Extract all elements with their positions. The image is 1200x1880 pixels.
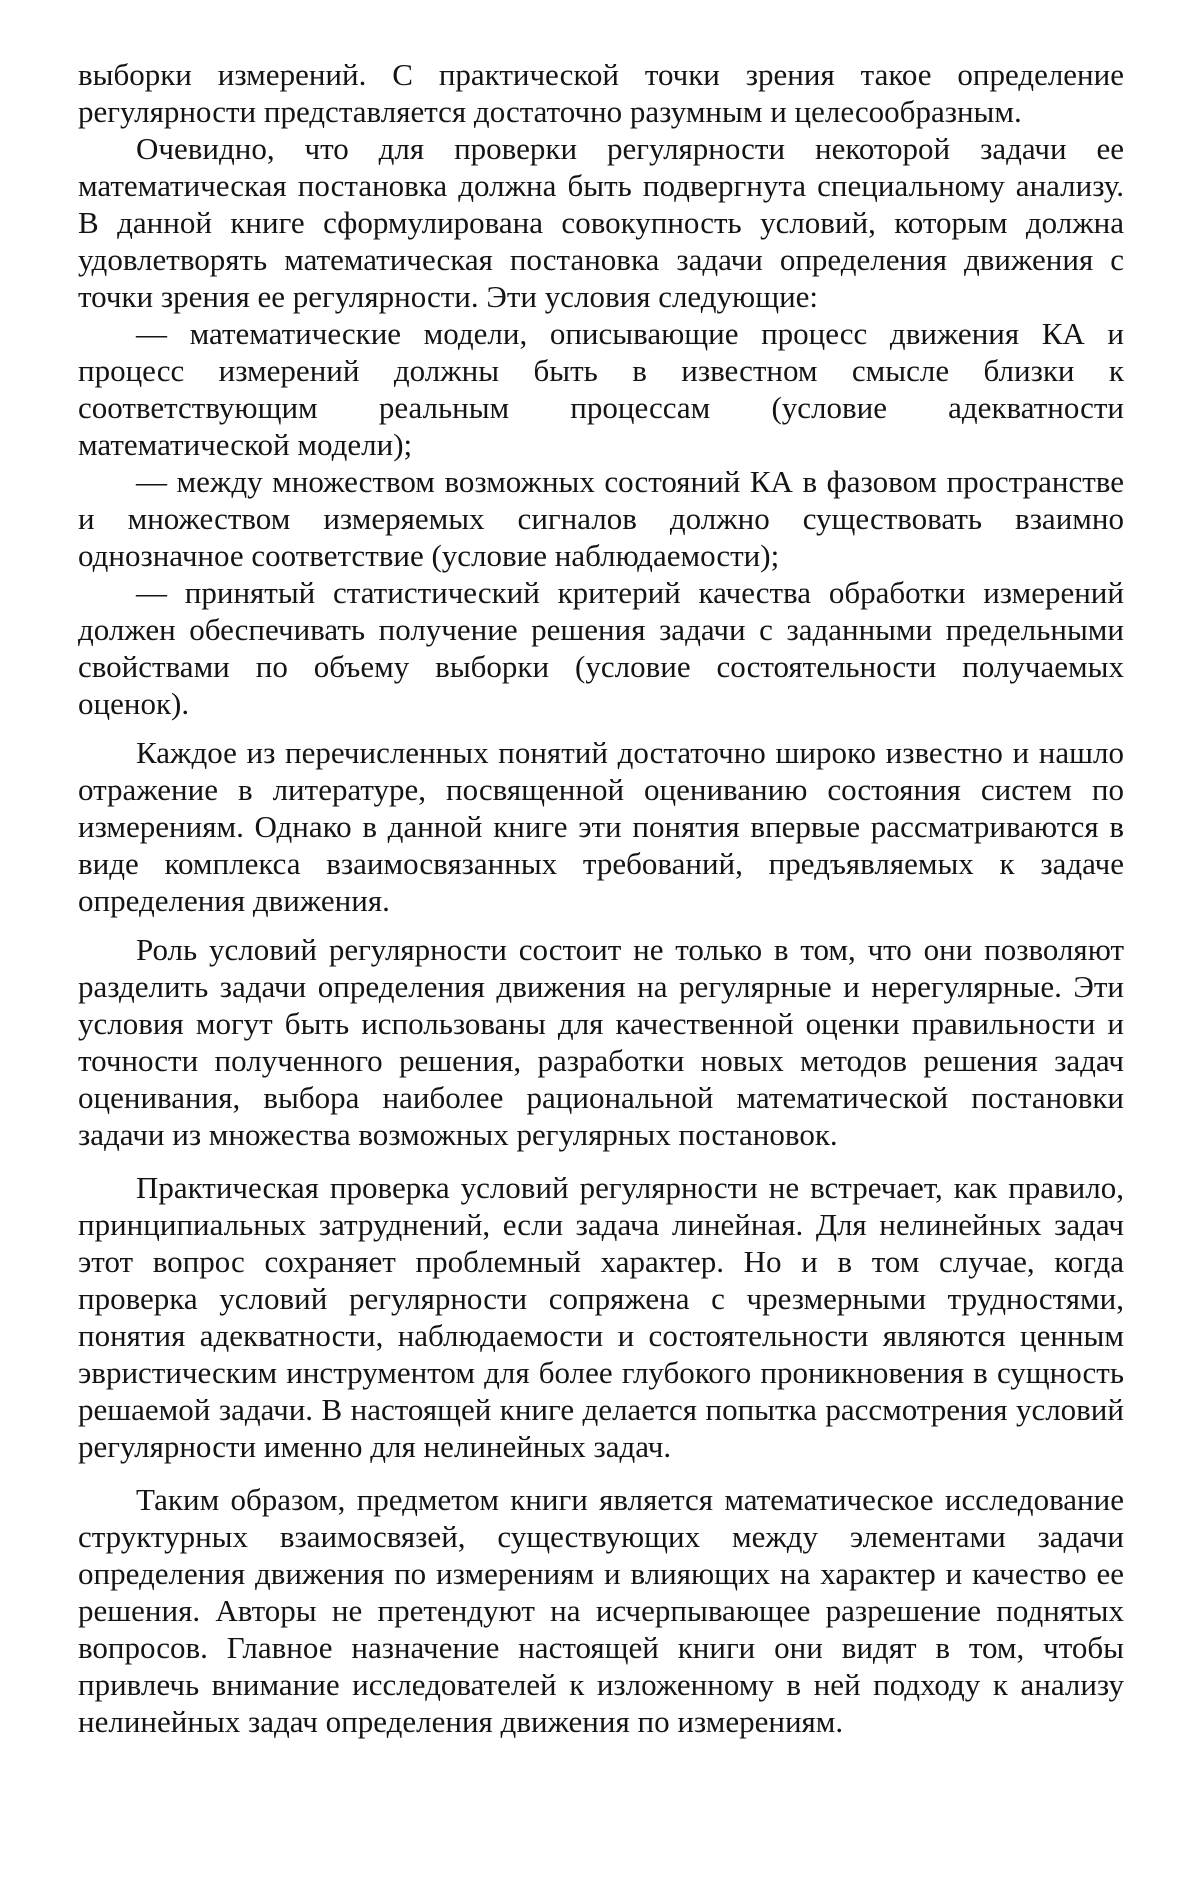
- list-item-consistency: — принятый статистический критерий качества обработки измерений должен обеспечивать получение решения задачи с заданными предельными свойствами по объему выборки (условие состоятельности получаемых оценок).: [78, 575, 1124, 721]
- paragraph-role: Роль условий регулярности состоит не только в том, что они позволяют разделить задачи определения движения на регулярные и нерегулярные. Эти условия могут быть использованы для качественной оценки правильности и точности полученного решения, разработки новых методов решения задач оценивания, выбора наиболее рациональной математической постановки задачи из множества возможных регулярных постановок.: [78, 932, 1124, 1152]
- page-text: [78, 56, 1124, 1740]
- paragraph-concepts: Каждое из перечисленных понятий достаточно широко известно и нашло отражение в литературе, посвященной оцениванию состояния систем по измерениям. Однако в данной книге эти понятия впервые рассматриваются в виде комплекса взаимосвязанных требований, предъявляемых к задаче определения движения.: [78, 735, 1124, 918]
- paragraph-practical-check: Практическая проверка условий регулярности не встречает, как правило, принципиальных затруднений, если задача линейная. Для нелинейных задач этот вопрос сохраняет проблемный характер. Но и в том случае, когда проверка условий регулярности сопряжена с чрезмерными трудностями, понятия адекватности, наблюдаемости и состоятельности являются ценным эвристическим инструментом для более глубокого проникновения в сущность решаемой задачи. В настоящей книге делается попытка рассмотрения условий регулярности именно для нелинейных задач.: [78, 1170, 1124, 1464]
- paragraph-continuation: выборки измерений. С практической точки зрения такое определение регулярности представляется достаточно разумным и целесообразным.: [78, 57, 1124, 129]
- list-item-observability: — между множеством возможных состояний КА в фазовом пространстве и множеством измеряемых сигналов должно существовать взаимно однозначное соответствие (условие наблюдаемости);: [78, 464, 1124, 573]
- paragraph-subject: Таким образом, предметом книги является математическое исследование структурных взаимосвязей, существующих между элементами задачи определения движения по измерениям и влияющих на характер и качество ее решения. Авторы не претендуют на исчерпывающее разрешение поднятых вопросов. Главное назначение настоящей книги они видят в том, чтобы привлечь внимание исследователей к изложенному в ней подходу к анализу нелинейных задач определения движения по измерениям.: [78, 1482, 1124, 1739]
- list-item-adequacy: — математические модели, описывающие процесс движения КА и процесс измерений должны быть в известном смысле близки к соответствующим реальным процессам (условие адекватности математической модели);: [78, 316, 1124, 462]
- paragraph-regularity-conditions: Очевидно, что для проверки регулярности некоторой задачи ее математическая постановка должна быть подвергнута специальному анализу. В данной книге сформулирована совокупность условий, которым должна удовлетворять математическая постановка задачи определения движения с точки зрения ее регулярности. Эти условия следующие:: [78, 131, 1124, 314]
